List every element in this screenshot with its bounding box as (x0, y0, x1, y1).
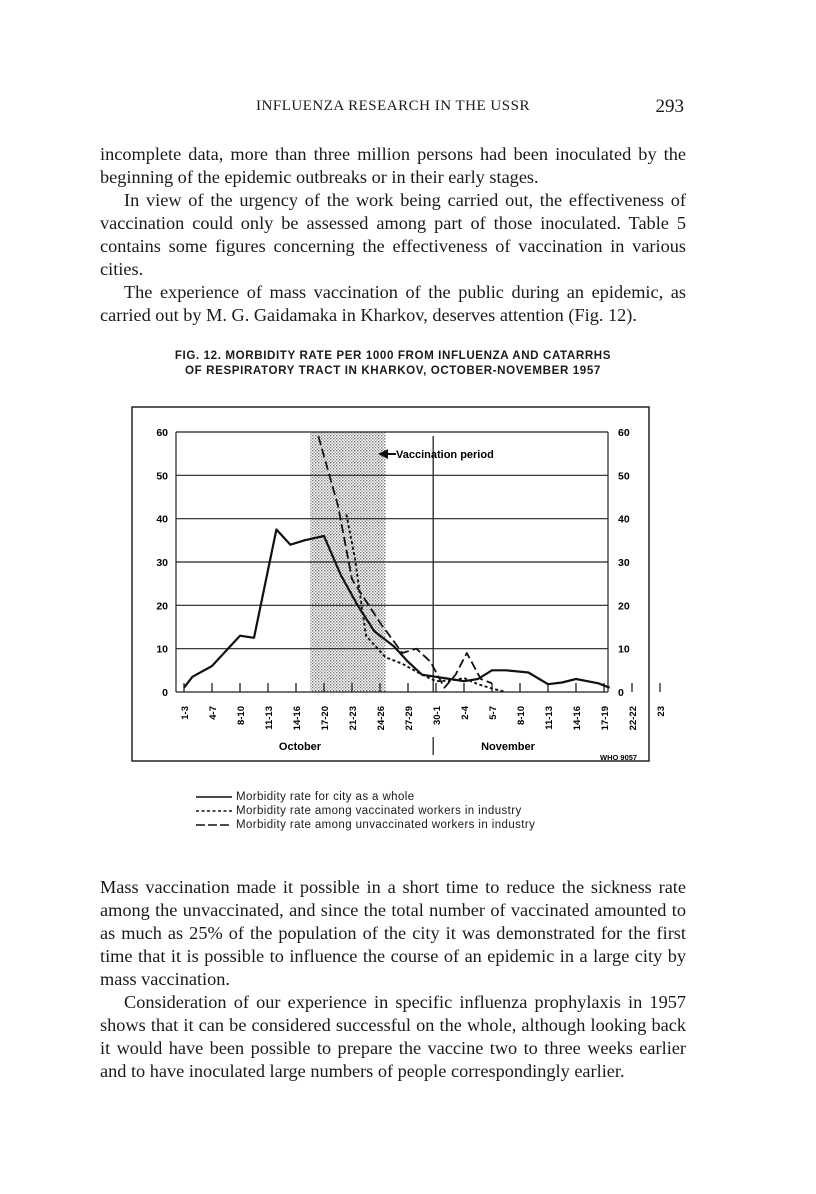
month-label-october: October (278, 741, 322, 753)
x-tick-label: 21-23 (348, 706, 359, 731)
chart-legend (196, 790, 535, 832)
x-tick-label: 8-10 (516, 706, 527, 726)
legend-item (196, 818, 535, 832)
x-tick-label: 27-29 (404, 706, 415, 731)
x-tick-label: 17-20 (320, 706, 331, 731)
legend-item (196, 804, 535, 818)
y-tick-label-left: 20 (156, 600, 168, 613)
y-tick-label-right: 60 (618, 427, 630, 439)
x-tick-label: 23 (656, 706, 667, 717)
y-tick-label-right: 50 (618, 470, 630, 483)
figure-caption-line: FIG. 12. MORBIDITY RATE PER 1000 FROM INFLUENZA AND CATARRHS (174, 349, 612, 362)
x-tick-label: 2-4 (460, 706, 471, 720)
legend-item (196, 790, 535, 804)
x-tick-label: 30-1 (432, 706, 443, 726)
y-tick-label-right: 40 (618, 513, 630, 526)
running-head: INFLUENZA RESEARCH IN THE USSR (256, 98, 530, 114)
month-label-november: November (481, 741, 535, 753)
page-number: 293 (655, 96, 684, 117)
x-tick-label: 1-3 (180, 706, 191, 720)
paragraph: Mass vaccination made it possible in a short time to reduce the sickness rate among the unvaccinated, and since the total number of vaccinated amounted to as much as 25% of the population of the city it was demonstrated for the first time that it is possible to influence the course of an epidemic in a large city by mass vaccination. (100, 877, 686, 989)
legend-label: Morbidity rate among vaccinated workers in industry (236, 805, 522, 817)
x-tick-label: 4-7 (208, 706, 219, 720)
x-tick-label: 17-19 (600, 706, 611, 731)
closing-text (100, 876, 686, 1083)
x-tick-label: 11-13 (264, 706, 275, 730)
y-tick-label-right: 30 (618, 557, 630, 569)
y-tick-label-left: 60 (156, 427, 168, 439)
x-tick-label: 11-13 (544, 706, 555, 730)
y-tick-label-right: 10 (618, 643, 630, 656)
paragraph: The experience of mass vaccination of the public during an epidemic, as carried out by M. G. Gaidamaka in Kharkov, deserves attention (Fig. 12). (100, 282, 686, 325)
x-tick-label: 5-7 (488, 706, 499, 720)
legend-swatch-dashed (196, 822, 232, 828)
y-tick-label-left: 10 (156, 643, 168, 656)
paragraph: incomplete data, more than three million persons had been inoculated by the beginning of the epidemic outbreaks or in their early stages. (100, 144, 686, 187)
y-tick-label-right: 20 (618, 600, 630, 613)
vaccination-period-annotation: Vaccination period (396, 449, 494, 461)
legend-swatch-solid (196, 794, 232, 800)
legend-swatch-dotted (196, 808, 232, 814)
paragraph: In view of the urgency of the work being carried out, the effectiveness of vaccination could only be assessed among part of those inoculated. Table 5 contains some figures concerning the effectiveness of vaccination in various cities. (100, 190, 686, 279)
x-tick-label: 14-16 (292, 706, 303, 731)
figure-caption-line: OF RESPIRATORY TRACT IN KHARKOV, OCTOBER-NOVEMBER 1957 (185, 364, 601, 377)
y-tick-label-left: 50 (156, 470, 168, 483)
y-tick-label-right: 0 (618, 687, 624, 699)
x-tick-label: 14-16 (572, 706, 583, 731)
x-tick-label: 24-26 (376, 706, 387, 731)
paragraph: Consideration of our experience in specific influenza prophylaxis in 1957 shows that it can be considered successful on the whole, although looking back it would have been possible to prepare the vaccine two to three weeks earlier and to have inoculated large numbers of people correspondingly earlier. (100, 992, 686, 1081)
x-tick-label: 8-10 (236, 706, 247, 726)
legend-label: Morbidity rate for city as a whole (236, 791, 415, 803)
who-code: WHO 9057 (600, 753, 638, 762)
series-line-solid (184, 530, 610, 688)
legend-label: Morbidity rate among unvaccinated workers in industry (236, 819, 536, 831)
x-tick-label: 22-22 (628, 706, 639, 731)
y-tick-label-left: 0 (162, 687, 168, 699)
y-tick-label-left: 40 (156, 513, 168, 526)
y-tick-label-left: 30 (156, 557, 168, 569)
